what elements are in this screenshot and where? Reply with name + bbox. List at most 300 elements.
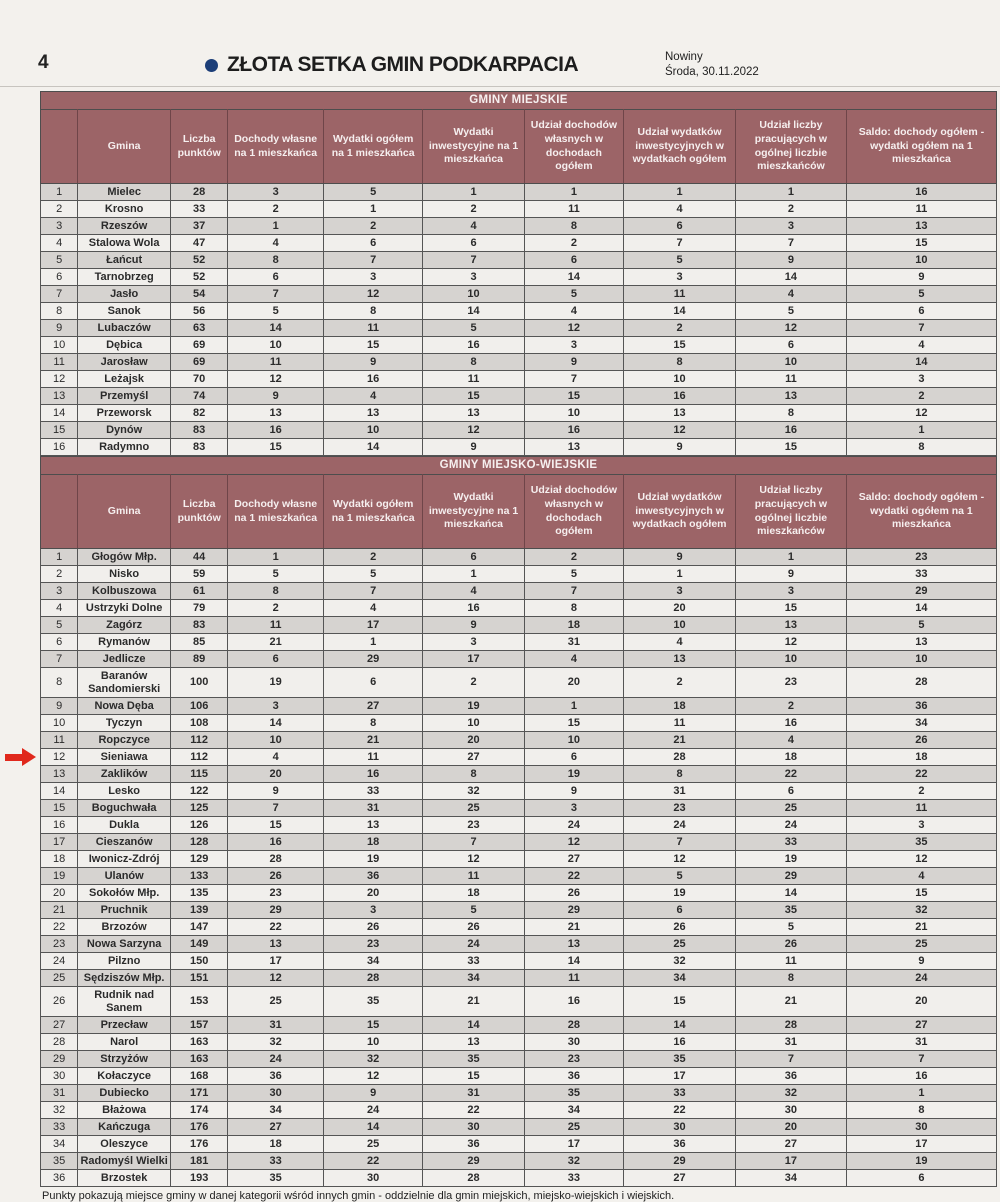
table-row [41,439,997,456]
value-cell: 20 [624,600,736,617]
table-row [41,698,997,715]
page-number: 4 [38,52,49,73]
value-cell: 7 [624,235,736,252]
value-cell: 128 [171,834,228,851]
value-cell: 11 [846,800,996,817]
value-cell: 133 [171,868,228,885]
table-row [41,320,997,337]
value-cell: 4 [423,218,524,235]
value-cell: 31 [624,783,736,800]
rank-cell: 5 [41,252,78,269]
value-cell: 12 [624,851,736,868]
table-row [41,1170,997,1187]
value-cell: 2 [624,668,736,698]
rank-cell: 6 [41,269,78,286]
value-cell: 6 [228,651,324,668]
column-header: Gmina [78,475,171,549]
gmina-cell: Przecław [78,1017,171,1034]
value-cell: 11 [846,201,996,218]
value-cell: 100 [171,668,228,698]
gmina-cell: Dynów [78,422,171,439]
value-cell: 20 [735,1119,846,1136]
value-cell: 33 [323,783,422,800]
rank-cell: 13 [41,766,78,783]
value-cell: 5 [624,868,736,885]
value-cell: 27 [735,1136,846,1153]
value-cell: 5 [624,252,736,269]
value-cell: 26 [423,919,524,936]
column-header: Wydatki ogółem na 1 mieszkańca [323,475,422,549]
value-cell: 12 [423,422,524,439]
gmina-cell: Ulanów [78,868,171,885]
table-row [41,936,997,953]
value-cell: 4 [323,600,422,617]
value-cell: 28 [735,1017,846,1034]
value-cell: 3 [624,583,736,600]
value-cell: 22 [423,1102,524,1119]
value-cell: 4 [423,583,524,600]
value-cell: 23 [846,549,996,566]
value-cell: 5 [846,286,996,303]
value-cell: 8 [323,715,422,732]
value-cell: 2 [735,201,846,218]
value-cell: 3 [423,634,524,651]
value-cell: 18 [624,698,736,715]
value-cell: 15 [323,337,422,354]
value-cell: 13 [846,218,996,235]
value-cell: 150 [171,953,228,970]
value-cell: 12 [735,320,846,337]
value-cell: 9 [624,549,736,566]
gmina-cell: Błażowa [78,1102,171,1119]
value-cell: 112 [171,732,228,749]
value-cell: 28 [423,1170,524,1187]
table-row [41,201,997,218]
value-cell: 25 [735,800,846,817]
rank-cell: 8 [41,303,78,320]
value-cell: 28 [171,184,228,201]
value-cell: 176 [171,1136,228,1153]
value-cell: 7 [524,371,623,388]
value-cell: 7 [846,320,996,337]
value-cell: 32 [524,1153,623,1170]
rank-cell: 7 [41,286,78,303]
value-cell: 22 [846,766,996,783]
value-cell: 19 [323,851,422,868]
table-gminy-miejsko-wiejskie [40,474,997,1187]
rank-cell: 16 [41,817,78,834]
value-cell: 163 [171,1034,228,1051]
value-cell: 5 [524,286,623,303]
value-cell: 15 [524,388,623,405]
value-cell: 11 [423,868,524,885]
value-cell: 9 [624,439,736,456]
value-cell: 11 [624,286,736,303]
value-cell: 83 [171,617,228,634]
gmina-cell: Przemyśl [78,388,171,405]
rank-cell: 9 [41,698,78,715]
value-cell: 112 [171,749,228,766]
value-cell: 8 [228,583,324,600]
value-cell: 30 [846,1119,996,1136]
value-cell: 7 [624,834,736,851]
value-cell: 15 [423,1068,524,1085]
value-cell: 151 [171,970,228,987]
column-header: Udział wydatków inwestycyjnych w wydatkach ogółem [624,110,736,184]
gmina-cell: Przeworsk [78,405,171,422]
value-cell: 4 [228,235,324,252]
rank-cell: 18 [41,851,78,868]
value-cell: 19 [624,885,736,902]
value-cell: 14 [524,269,623,286]
column-header: Liczba punktów [171,475,228,549]
value-cell: 23 [524,1051,623,1068]
value-cell: 9 [228,388,324,405]
table-row [41,1068,997,1085]
value-cell: 15 [524,715,623,732]
value-cell: 1 [624,566,736,583]
value-cell: 9 [524,783,623,800]
value-cell: 20 [228,766,324,783]
value-cell: 54 [171,286,228,303]
gmina-cell: Głogów Młp. [78,549,171,566]
value-cell: 3 [846,371,996,388]
value-cell: 5 [228,303,324,320]
value-cell: 15 [228,439,324,456]
value-cell: 3 [846,817,996,834]
value-cell: 1 [323,201,422,218]
value-cell: 13 [323,405,422,422]
value-cell: 135 [171,885,228,902]
value-cell: 63 [171,320,228,337]
value-cell: 30 [624,1119,736,1136]
rank-cell: 28 [41,1034,78,1051]
value-cell: 1 [228,549,324,566]
value-cell: 28 [624,749,736,766]
value-cell: 7 [228,286,324,303]
rank-cell: 1 [41,184,78,201]
value-cell: 17 [323,617,422,634]
value-cell: 35 [423,1051,524,1068]
value-cell: 6 [735,337,846,354]
table-row [41,634,997,651]
value-cell: 36 [846,698,996,715]
value-cell: 10 [735,651,846,668]
value-cell: 149 [171,936,228,953]
value-cell: 8 [423,354,524,371]
gmina-cell: Sanok [78,303,171,320]
value-cell: 11 [228,617,324,634]
value-cell: 25 [228,987,324,1017]
value-cell: 2 [624,320,736,337]
value-cell: 12 [423,851,524,868]
value-cell: 30 [423,1119,524,1136]
value-cell: 12 [846,405,996,422]
value-cell: 89 [171,651,228,668]
table-row [41,405,997,422]
value-cell: 29 [524,902,623,919]
red-arrow-icon [5,748,36,766]
value-cell: 24 [624,817,736,834]
value-cell: 26 [624,919,736,936]
value-cell: 3 [423,269,524,286]
rank-cell: 32 [41,1102,78,1119]
value-cell: 10 [228,337,324,354]
value-cell: 12 [524,320,623,337]
gmina-cell: Sokołów Młp. [78,885,171,902]
value-cell: 14 [735,885,846,902]
rank-cell: 17 [41,834,78,851]
value-cell: 8 [228,252,324,269]
value-cell: 9 [846,953,996,970]
value-cell: 30 [228,1085,324,1102]
value-cell: 10 [846,651,996,668]
column-header: Liczba punktów [171,110,228,184]
gmina-cell: Dubiecko [78,1085,171,1102]
value-cell: 17 [624,1068,736,1085]
value-cell: 6 [423,549,524,566]
table-row [41,218,997,235]
value-cell: 1 [735,184,846,201]
value-cell: 16 [228,422,324,439]
gmina-cell: Rzeszów [78,218,171,235]
value-cell: 2 [524,235,623,252]
value-cell: 18 [524,617,623,634]
value-cell: 26 [735,936,846,953]
value-cell: 26 [846,732,996,749]
value-cell: 4 [524,651,623,668]
rank-cell: 15 [41,800,78,817]
value-cell: 25 [323,1136,422,1153]
value-cell: 15 [228,817,324,834]
value-cell: 17 [524,1136,623,1153]
value-cell: 14 [846,600,996,617]
rank-cell: 20 [41,885,78,902]
value-cell: 27 [323,698,422,715]
value-cell: 9 [323,354,422,371]
value-cell: 22 [735,766,846,783]
value-cell: 27 [846,1017,996,1034]
value-cell: 34 [423,970,524,987]
value-cell: 129 [171,851,228,868]
value-cell: 115 [171,766,228,783]
value-cell: 27 [624,1170,736,1187]
value-cell: 33 [735,834,846,851]
red-arrow-head [22,748,36,766]
rank-cell: 33 [41,1119,78,1136]
value-cell: 30 [323,1170,422,1187]
value-cell: 2 [423,668,524,698]
gmina-cell: Jarosław [78,354,171,371]
value-cell: 1 [524,184,623,201]
gmina-cell: Radymno [78,439,171,456]
rank-cell: 7 [41,651,78,668]
value-cell: 27 [524,851,623,868]
value-cell: 4 [846,337,996,354]
value-cell: 36 [624,1136,736,1153]
value-cell: 14 [423,1017,524,1034]
rank-cell: 2 [41,566,78,583]
value-cell: 8 [524,218,623,235]
rank-cell: 8 [41,668,78,698]
table-row [41,235,997,252]
value-cell: 16 [228,834,324,851]
value-cell: 13 [524,936,623,953]
value-cell: 7 [846,1051,996,1068]
table-row [41,566,997,583]
value-cell: 8 [624,354,736,371]
table-row [41,834,997,851]
value-cell: 2 [524,549,623,566]
value-cell: 29 [624,1153,736,1170]
value-cell: 25 [846,936,996,953]
value-cell: 13 [323,817,422,834]
value-cell: 5 [846,617,996,634]
value-cell: 34 [624,970,736,987]
value-cell: 33 [846,566,996,583]
value-cell: 79 [171,600,228,617]
gmina-cell: Kolbuszowa [78,583,171,600]
gmina-cell: Tarnobrzeg [78,269,171,286]
value-cell: 15 [846,235,996,252]
value-cell: 21 [423,987,524,1017]
gmina-cell: Dukla [78,817,171,834]
value-cell: 24 [423,936,524,953]
bullet-dot-icon [205,59,218,72]
value-cell: 171 [171,1085,228,1102]
value-cell: 9 [735,566,846,583]
table-row [41,286,997,303]
value-cell: 12 [228,970,324,987]
rank-cell: 36 [41,1170,78,1187]
value-cell: 47 [171,235,228,252]
value-cell: 12 [624,422,736,439]
table-gminy-miejskie [40,109,997,456]
table-row [41,1085,997,1102]
gmina-cell: Lubaczów [78,320,171,337]
value-cell: 52 [171,252,228,269]
value-cell: 35 [624,1051,736,1068]
value-cell: 24 [846,970,996,987]
value-cell: 32 [735,1085,846,1102]
value-cell: 14 [624,1017,736,1034]
table-row [41,1136,997,1153]
rank-cell: 1 [41,549,78,566]
rank-cell: 13 [41,388,78,405]
column-header: Udział liczby pracujących w ogólnej liczbie mieszkańców [735,475,846,549]
value-cell: 15 [624,337,736,354]
value-cell: 23 [423,817,524,834]
rank-cell: 4 [41,600,78,617]
value-cell: 193 [171,1170,228,1187]
value-cell: 2 [323,549,422,566]
value-cell: 18 [228,1136,324,1153]
rank-cell: 12 [41,749,78,766]
rank-cell: 27 [41,1017,78,1034]
rank-cell: 31 [41,1085,78,1102]
table-row [41,953,997,970]
value-cell: 10 [423,715,524,732]
value-cell: 1 [423,566,524,583]
value-cell: 7 [423,252,524,269]
column-header: Udział wydatków inwestycyjnych w wydatkach ogółem [624,475,736,549]
table-row [41,337,997,354]
value-cell: 26 [228,868,324,885]
value-cell: 6 [624,218,736,235]
value-cell: 11 [228,354,324,371]
table-row [41,184,997,201]
value-cell: 70 [171,371,228,388]
value-cell: 35 [846,834,996,851]
value-cell: 34 [524,1102,623,1119]
publication-name: Nowiny [665,51,703,63]
table-row [41,970,997,987]
table-row [41,668,997,698]
value-cell: 52 [171,269,228,286]
value-cell: 20 [524,668,623,698]
gmina-cell: Zagórz [78,617,171,634]
gmina-cell: Ustrzyki Dolne [78,600,171,617]
value-cell: 12 [323,1068,422,1085]
value-cell: 27 [423,749,524,766]
value-cell: 108 [171,715,228,732]
table-row [41,549,997,566]
rank-cell: 12 [41,371,78,388]
rank-cell: 14 [41,783,78,800]
value-cell: 18 [735,749,846,766]
table-row [41,987,997,1017]
value-cell: 69 [171,354,228,371]
red-arrow-bar [5,754,22,761]
gmina-cell: Brzostek [78,1170,171,1187]
value-cell: 13 [228,405,324,422]
value-cell: 4 [323,388,422,405]
value-cell: 13 [524,439,623,456]
value-cell: 33 [171,201,228,218]
value-cell: 33 [624,1085,736,1102]
value-cell: 3 [524,800,623,817]
column-header: Dochody własne na 1 mieszkańca [228,475,324,549]
value-cell: 28 [228,851,324,868]
value-cell: 15 [323,1017,422,1034]
value-cell: 29 [846,583,996,600]
value-cell: 1 [846,1085,996,1102]
value-cell: 5 [524,566,623,583]
value-cell: 17 [846,1136,996,1153]
rank-cell: 11 [41,732,78,749]
value-cell: 32 [228,1034,324,1051]
value-cell: 8 [735,405,846,422]
table-row [41,422,997,439]
value-cell: 23 [323,936,422,953]
value-cell: 31 [846,1034,996,1051]
table-row [41,252,997,269]
value-cell: 7 [735,1051,846,1068]
value-cell: 29 [735,868,846,885]
gmina-cell: Narol [78,1034,171,1051]
rank-cell: 2 [41,201,78,218]
value-cell: 28 [524,1017,623,1034]
value-cell: 12 [228,371,324,388]
rank-cell: 26 [41,987,78,1017]
value-cell: 56 [171,303,228,320]
gmina-cell: Stalowa Wola [78,235,171,252]
rank-cell: 23 [41,936,78,953]
value-cell: 3 [524,337,623,354]
value-cell: 163 [171,1051,228,1068]
rank-cell: 35 [41,1153,78,1170]
gmina-cell: Radomyśl Wielki [78,1153,171,1170]
